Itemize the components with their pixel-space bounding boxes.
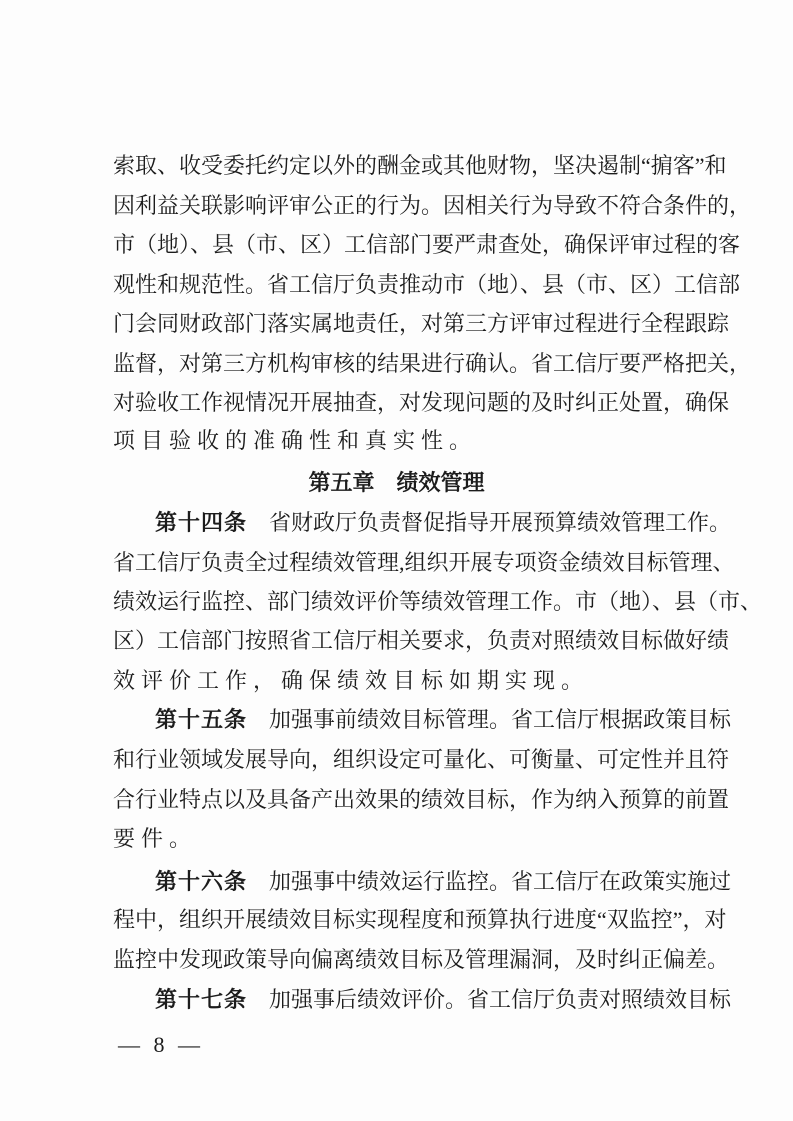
body-text-line: 市（地）、县（市、区）工信部门要严肃查处，确保评审过程的客 [113,232,741,257]
article-label: 第十六条 [155,869,248,894]
article-text: 加强事中绩效运行监控。省工信厅在政策实施过 [269,869,732,894]
body-text-line: 监控中发现政策导向偏离绩效目标及管理漏洞，及时纠正偏差。 [113,947,730,972]
body-text-line: 合行业特点以及具备产出效果的绩效目标，作为纳入预算的前置 [113,787,730,812]
chapter-heading: 第五章 绩效管理 [308,470,485,495]
article-text: 加强事前绩效目标管理。省工信厅根据政策目标 [269,707,732,732]
body-text-line: 因利益关联影响评审公正的行为。因相关行为导致不符合条件的， [113,193,752,218]
body-text-line: 监督，对第三方机构审核的结果进行确认。省工信厅要严格把关， [113,351,752,376]
body-text-line: 效评价工作，确保绩效目标如期实现。 [113,668,590,693]
article-first-line [155,510,732,536]
body-text-line: 观性和规范性。省工信厅负责推动市（地）、县（市、区）工信部 [113,272,741,297]
body-text-line: 要件。 [113,826,198,851]
body-text-line: 省工信厅负责全过程绩效管理,组织开展专项资金绩效目标管理、 [113,550,735,575]
article-text: 省财政厅负责督促指导开展预算绩效管理工作。 [269,510,732,535]
article-label: 第十七条 [155,987,248,1012]
article-text: 加强事后绩效评价。省工信厅负责对照绩效目标 [269,987,732,1012]
article-first-line [155,707,732,733]
page-number: — 8 — [118,1032,204,1057]
body-text-line: 程中，组织开展绩效目标实现程度和预算执行进度“双监控”，对 [113,907,727,932]
body-text-line: 索取、收受委托约定以外的酬金或其他财物，坚决遏制“掮客”和 [113,153,727,178]
body-text-line: 项目验收的准确性和真实性。 [113,428,478,453]
article-first-line [155,869,732,895]
body-text-line: 绩效运行监控、部门绩效评价等绩效管理工作。市（地）、县（市、 [113,589,763,614]
body-text-line: 区）工信部门按照省工信厅相关要求，负责对照绩效目标做好绩 [113,628,730,653]
body-text-line: 和行业领域发展导向，组织设定可量化、可衡量、可定性并且符 [113,747,730,772]
article-label: 第十五条 [155,707,248,732]
article-first-line [155,987,732,1013]
article-label: 第十四条 [155,510,248,535]
body-text-line: 门会同财政部门落实属地责任，对第三方评审过程进行全程跟踪 [113,311,730,336]
body-text-line: 对验收工作视情况开展抽查，对发现问题的及时纠正处置，确保 [113,390,730,415]
